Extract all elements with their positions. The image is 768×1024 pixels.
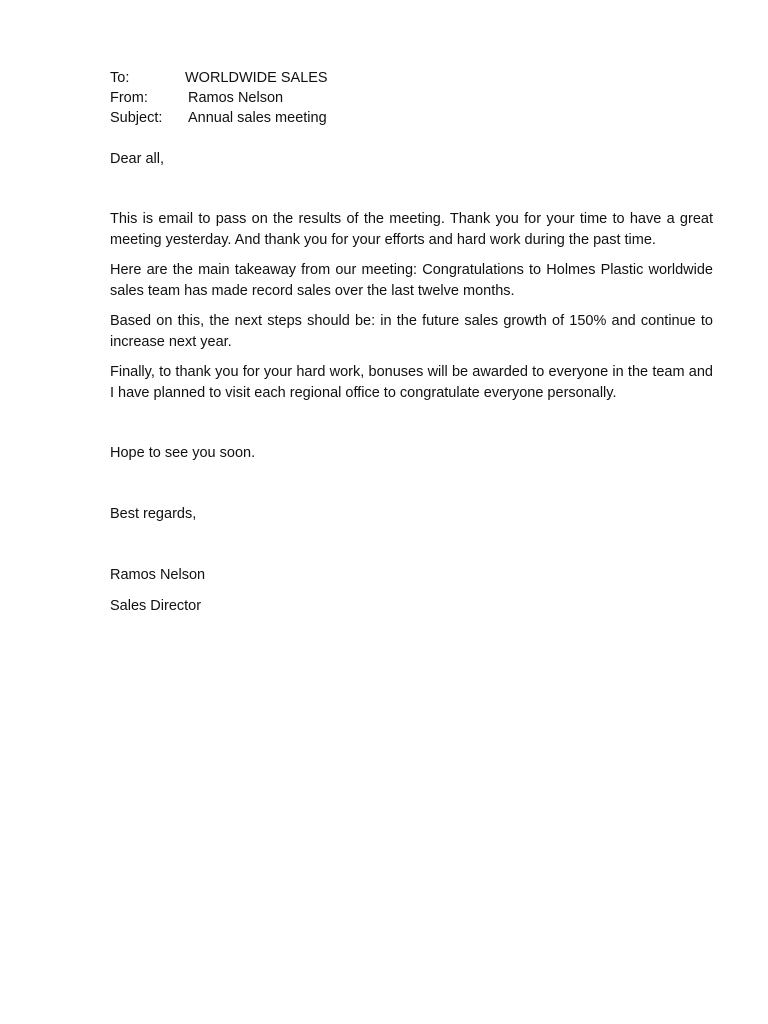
paragraph-takeaway: Here are the main takeaway from our meeting: Congratulations to Holmes Plastic worldwide sales team has made record sales over the last twelve months.	[110, 262, 713, 299]
from-value: Ramos Nelson	[188, 90, 284, 106]
closing-line: Hope to see you soon.	[110, 445, 256, 461]
subject-label: Subject:	[110, 110, 163, 126]
email-body	[110, 68, 713, 617]
paragraph-next-steps: Based on this, the next steps should be: in the future sales growth of 150% and continue to increase next year.	[110, 313, 713, 350]
sign-off: Best regards,	[110, 506, 197, 522]
to-row	[110, 68, 713, 88]
to-value: WORLDWIDE SALES	[185, 70, 328, 86]
from-row	[110, 88, 713, 108]
from-label: From:	[110, 90, 148, 106]
signer-name: Ramos Nelson	[110, 567, 206, 583]
to-label: To:	[110, 70, 130, 86]
paragraph-results: This is email to pass on the results of the meeting. Thank you for your time to have a great meeting yesterday. And thank you for your efforts and hard work during the past time.	[110, 211, 713, 248]
subject-value: Annual sales meeting	[188, 110, 327, 126]
paragraph-bonuses: Finally, to thank you for your hard work, bonuses will be awarded to everyone in the team and I have planned to visit each regional office to congratulate everyone personally.	[110, 364, 713, 401]
greeting: Dear all,	[110, 151, 164, 167]
subject-row	[110, 108, 713, 128]
signer-title: Sales Director	[110, 598, 202, 614]
